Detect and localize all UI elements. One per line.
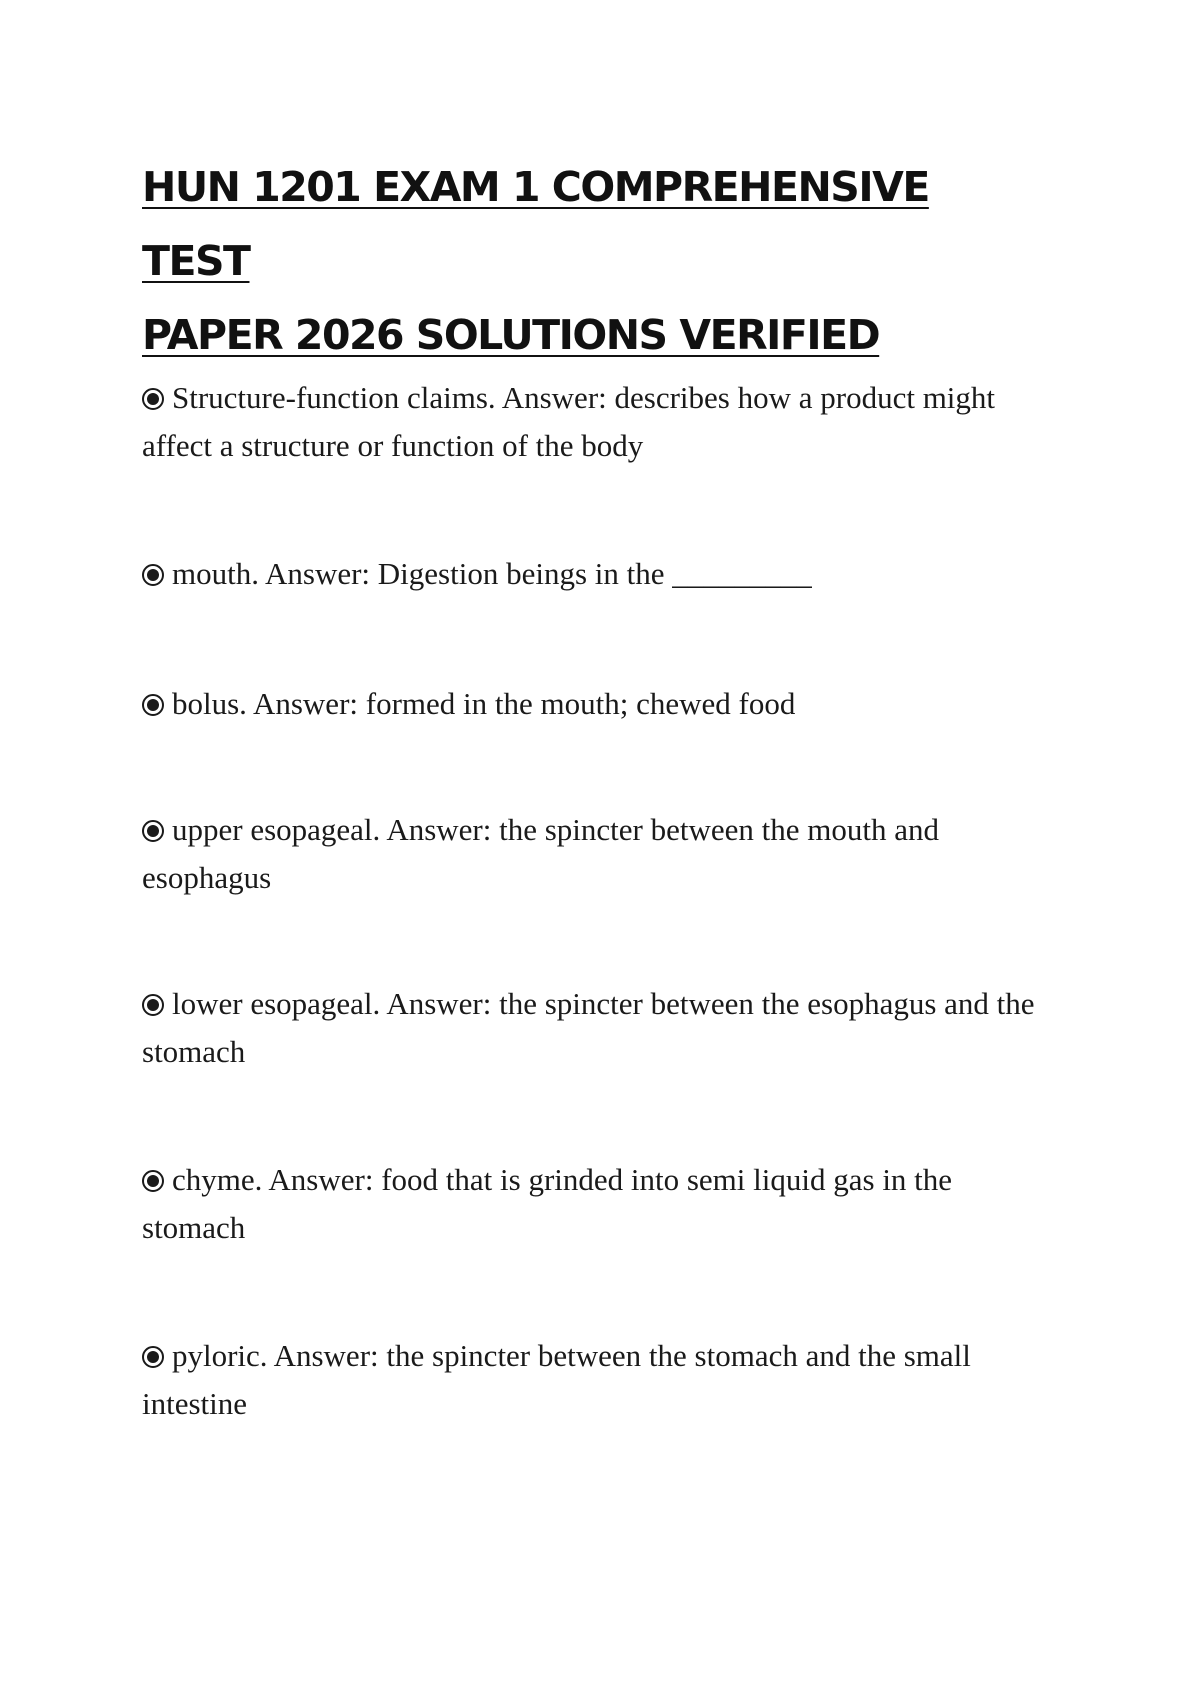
title-line-2: PAPER 2026 SOLUTIONS VERIFIED <box>142 311 880 359</box>
qa-item-bolus <box>142 680 1062 728</box>
qa-item-text: lower esopageal. Answer: the spincter between the esophagus and the stomach <box>142 986 1035 1069</box>
document-title <box>142 150 1042 372</box>
radio-bullet-icon <box>142 1346 164 1368</box>
radio-bullet-icon <box>142 388 164 410</box>
qa-item-text: upper esopageal. Answer: the spincter between the mouth and esophagus <box>142 812 940 895</box>
qa-item-text: bolus. Answer: formed in the mouth; chewed food <box>172 686 796 721</box>
qa-item-structure-function <box>142 374 1062 470</box>
qa-item-text: pyloric. Answer: the spincter between the stomach and the small intestine <box>142 1338 971 1421</box>
qa-item-text: mouth. Answer: Digestion beings in the _________ <box>172 556 812 591</box>
qa-item-lower-esopageal <box>142 980 1062 1076</box>
qa-item-text: chyme. Answer: food that is grinded into semi liquid gas in the stomach <box>142 1162 953 1245</box>
radio-bullet-icon <box>142 694 164 716</box>
radio-bullet-icon <box>142 994 164 1016</box>
radio-bullet-icon <box>142 1170 164 1192</box>
qa-item-chyme <box>142 1156 1062 1252</box>
radio-bullet-icon <box>142 820 164 842</box>
qa-item-pyloric <box>142 1332 1062 1428</box>
qa-item-upper-esopageal <box>142 806 1062 902</box>
qa-item-mouth <box>142 550 1062 598</box>
title-line-1: HUN 1201 EXAM 1 COMPREHENSIVE TEST <box>142 163 929 285</box>
qa-item-text: Structure-function claims. Answer: describes how a product might affect a structure or function of the body <box>142 380 996 463</box>
radio-bullet-icon <box>142 564 164 586</box>
